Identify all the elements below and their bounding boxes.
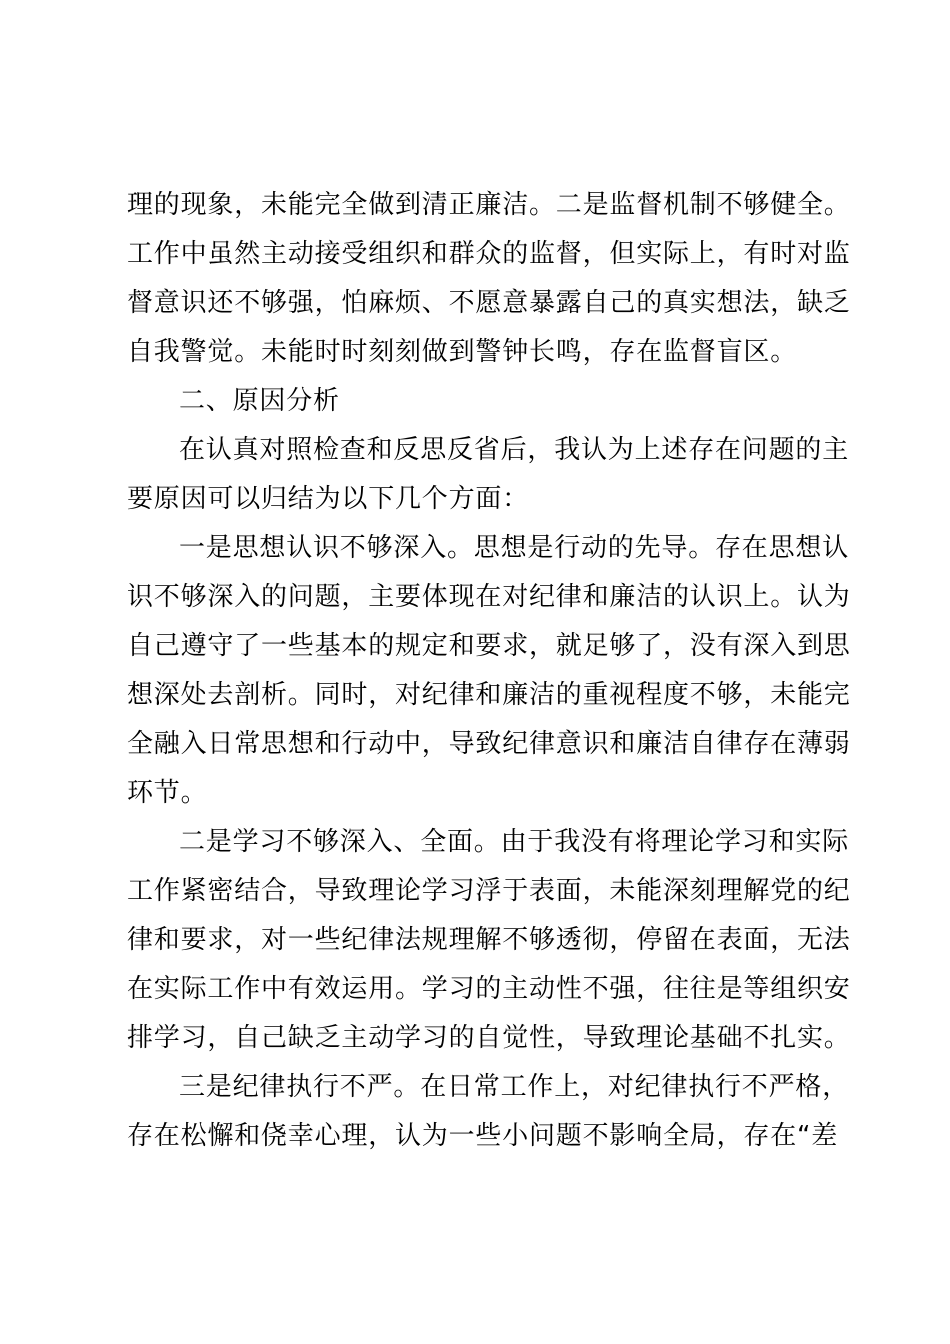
text-line: 排学习，自己缺乏主动学习的自觉性，导致理论基础不扎实。 bbox=[127, 1023, 851, 1053]
text-line: 存在松懈和侥幸心理，认为一些小问题不影响全局，存在“差 bbox=[127, 1121, 839, 1151]
text-line: 理的现象，未能完全做到清正廉洁。二是监督机制不够健全。 bbox=[127, 190, 851, 220]
text-line: 二是学习不够深入、全面。由于我没有将理论学习和实际 bbox=[179, 827, 850, 857]
text-line: 识不够深入的问题，主要体现在对纪律和廉洁的认识上。认为 bbox=[127, 582, 851, 612]
text-line: 在认真对照检查和反思反省后，我认为上述存在问题的主 bbox=[179, 435, 850, 465]
text-line: 想深处去剖析。同时，对纪律和廉洁的重视程度不够，未能完 bbox=[127, 680, 851, 710]
text-line: 自我警觉。未能时时刻刻做到警钟长鸣，存在监督盲区。 bbox=[127, 337, 798, 367]
text-line: 三是纪律执行不严。在日常工作上，对纪律执行不严格， bbox=[179, 1072, 850, 1102]
text-line: 自己遵守了一些基本的规定和要求，就足够了，没有深入到思 bbox=[127, 631, 851, 661]
text-line: 环节。 bbox=[127, 778, 208, 808]
text-line: 督意识还不够强，怕麻烦、不愿意暴露自己的真实想法，缺乏 bbox=[127, 288, 851, 318]
text-line: 工作中虽然主动接受组织和群众的监督，但实际上，有时对监 bbox=[127, 239, 851, 269]
text-line: 要原因可以归结为以下几个方面： bbox=[127, 484, 530, 514]
text-line: 工作紧密结合，导致理论学习浮于表面，未能深刻理解党的纪 bbox=[127, 876, 851, 906]
section-heading: 二、原因分析 bbox=[179, 386, 340, 416]
text-line: 在实际工作中有效运用。学习的主动性不强，往往是等组织安 bbox=[127, 974, 851, 1004]
text-line: 律和要求，对一些纪律法规理解不够透彻，停留在表面，无法 bbox=[127, 925, 851, 955]
text-line: 全融入日常思想和行动中，导致纪律意识和廉洁自律存在薄弱 bbox=[127, 729, 851, 759]
text-line: 一是思想认识不够深入。思想是行动的先导。存在思想认 bbox=[179, 533, 850, 563]
